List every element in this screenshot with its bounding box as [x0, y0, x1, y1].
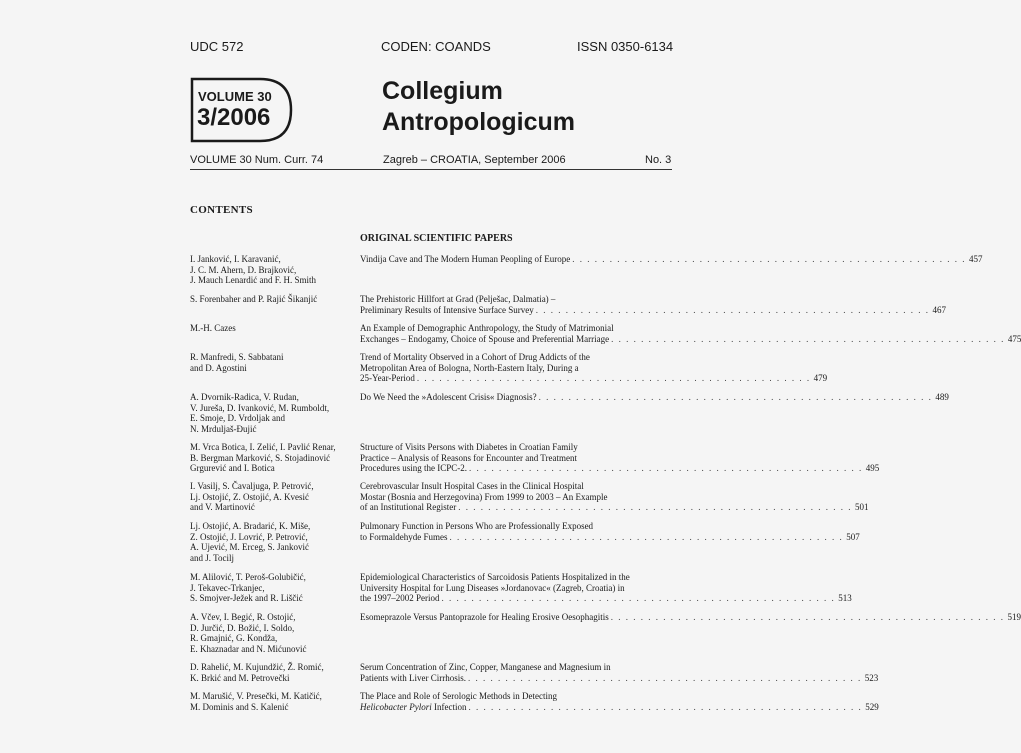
dot-leader: . . . . . . . . . . . . . . . . . . . . . . . . . . . . . . . . . . . . . . . . . . . . . . . . . . . . .: [449, 531, 844, 542]
entry-authors: [190, 662, 355, 683]
article-title-end: [360, 463, 467, 474]
article-title-line: Metropolitan Area of Bologna, North-Eastern Italy, During a: [360, 362, 579, 373]
dot-leader: . . . . . . . . . . . . . . . . . . . . . . . . . . . . . . . . . . . . . . . . . . . . . . . . . . . . .: [572, 254, 966, 264]
author-line: M. Dominis and S. Kalenić: [190, 701, 289, 712]
section-heading: ORIGINAL SCIENTIFIC PAPERS: [360, 233, 513, 244]
dot-leader: . . . . . . . . . . . . . . . . . . . . . . . . . . . . . . . . . . . . . . . . . . . . . . . . . . . . .: [441, 593, 836, 603]
article-title-line: The Place and Role of Serologic Methods in Detecting: [360, 691, 557, 701]
author-line: A. Včev, I. Begić, R. Ostojić,: [190, 612, 296, 622]
coden-code: CODEN: COANDS: [381, 39, 491, 54]
author-line: A. Dvornik-Radica, V. Rudan,: [190, 392, 299, 402]
dot-leader: . . . . . . . . . . . . . . . . . . . . . . . . . . . . . . . . . . . . . . . . . . . . . . . . . . . . .: [538, 392, 933, 402]
dot-leader: . . . . . . . . . . . . . . . . . . . . . . . . . . . . . . . . . . . . . . . . . . . . . . . . . . . . .: [611, 333, 1005, 344]
entry-authors: [190, 521, 355, 563]
journal-title-line1: Collegium: [382, 77, 503, 105]
entry-article: [360, 323, 1021, 344]
article-last-line: [360, 502, 869, 513]
volume-badge: [190, 77, 292, 141]
author-line: Lj. Ostojić, A. Bradarić, K. Miše,: [190, 521, 311, 531]
entry-article: [360, 572, 852, 604]
author-line: R. Gmajnić, G. Kondža,: [190, 633, 278, 643]
article-title-line: Cerebrovascular Insult Hospital Cases in the Clinical Hospital: [360, 481, 584, 491]
article-title-line: Epidemiological Characteristics of Sarcoidosis Patients Hospitalized in the: [360, 572, 630, 582]
volume-number: VOLUME 30 Num. Curr. 74: [190, 154, 324, 166]
dot-leader: . . . . . . . . . . . . . . . . . . . . . . . . . . . . . . . . . . . . . . . . . . . . . . . . . . . . .: [416, 373, 811, 383]
author-line: Z. Ostojić, J. Lovrić, P. Petrović,: [190, 531, 308, 542]
author-line: J. C. M. Ahern, D. Brajković,: [190, 264, 297, 275]
dot-leader: . . . . . . . . . . . . . . . . . . . . . . . . . . . . . . . . . . . . . . . . . . . . . . . . . . . . .: [458, 502, 852, 512]
article-last-line: [360, 593, 852, 604]
author-line: and J. Tocilj: [190, 552, 234, 563]
article-title-text: Preliminary Results of Intensive Surface Survey: [360, 304, 534, 315]
entry-authors: [190, 691, 355, 712]
article-title-line: Practice – Analysis of Reasons for Encounter and Treatment: [360, 452, 577, 463]
place-date: Zagreb – CROATIA, September 2006: [383, 154, 566, 166]
author-line: M.-H. Cazes: [190, 323, 236, 333]
article-title-line: Serum Concentration of Zinc, Copper, Manganese and Magnesium in: [360, 662, 611, 672]
entry-article: [360, 392, 949, 403]
article-title-end: [360, 502, 456, 513]
page-number: 489: [935, 392, 949, 402]
article-title-end: [360, 532, 448, 543]
page-number: 519: [1007, 612, 1021, 622]
article-title-end: [360, 392, 537, 403]
article-title-text: Infection: [431, 701, 467, 712]
author-line: R. Manfredi, S. Sabbatani: [190, 352, 284, 362]
article-title-end: [360, 373, 415, 384]
author-line: and V. Martinović: [190, 502, 255, 512]
article-title-line: Structure of Visits Persons with Diabetes in Croatian Family: [360, 442, 578, 452]
article-title-line: University Hospital for Lung Diseases »Jordanovac« (Zagreb, Croatia) in: [360, 582, 625, 593]
dot-leader: . . . . . . . . . . . . . . . . . . . . . . . . . . . . . . . . . . . . . . . . . . . . . . . . . . . . .: [468, 672, 862, 683]
article-title-text: Patients with Liver Cirrhosis.: [360, 672, 466, 683]
article-last-line: [360, 254, 983, 265]
article-title-text: Do We Need the »Adolescent Crisis« Diagnosis?: [360, 392, 537, 402]
entry-article: [360, 691, 879, 712]
entry-authors: [190, 392, 355, 434]
page-number: 479: [813, 373, 828, 383]
article-title-text: Esomeprazole Versus Pantoprazole for Healing Erosive Oesophagitis: [360, 612, 609, 622]
article-title-line: Mostar (Bosnia and Herzegovina) From 1999 to 2003 – An Example: [360, 491, 608, 502]
author-line: I. Vasilj, S. Čavaljuga, P. Petrović,: [190, 481, 314, 491]
author-line: V. Jureša, D. Ivanković, M. Rumboldt,: [190, 402, 330, 413]
article-title-text: of an Institutional Register: [360, 502, 457, 512]
article-last-line: [360, 304, 946, 316]
article-title-end: [360, 305, 534, 316]
author-line: S. Forenbaher and P. Rajić Šikanjić: [190, 294, 318, 304]
page-number: 507: [846, 531, 860, 542]
article-title-end: [360, 334, 609, 345]
article-title-line: An Example of Demographic Anthropology, the Study of Matrimonial: [360, 323, 614, 333]
article-title-end: [360, 254, 570, 265]
entry-authors: [190, 612, 355, 654]
article-title-line: The Prehistoric Hillfort at Grad (Pelješac, Dalmatia) –: [360, 294, 556, 304]
article-title-end: [360, 673, 466, 684]
udc-code: UDC 572: [190, 39, 244, 54]
author-line: and D. Agostini: [190, 362, 247, 373]
entry-article: [360, 521, 860, 542]
article-title-text: to Formaldehyde Fumes: [360, 531, 448, 542]
entry-article: [360, 294, 946, 315]
author-line: I. Janković, I. Karavanić,: [190, 254, 281, 264]
author-line: Lj. Ostojić, Z. Ostojić, A. Kvesić: [190, 491, 309, 502]
article-last-line: [360, 463, 880, 474]
article-last-line: [360, 392, 949, 403]
author-line: Grgurević and I. Botica: [190, 463, 275, 473]
author-line: D. Rahelić, M. Kujundžić, Ž. Romić,: [190, 662, 324, 672]
author-line: M. Vrca Botica, I. Zelić, I. Pavlić Renar,: [190, 442, 336, 452]
entry-article: [360, 662, 879, 683]
page-number: 467: [932, 304, 946, 315]
page-number: 457: [969, 254, 983, 264]
entry-article: [360, 481, 869, 513]
article-last-line: [360, 373, 828, 384]
article-last-line: [360, 333, 1021, 345]
author-line: D. Jurčić, D. Božić, I. Soldo,: [190, 622, 295, 633]
entry-authors: [190, 572, 355, 604]
header-divider: [190, 169, 672, 170]
article-last-line: [360, 701, 879, 713]
author-line: K. Brkić and M. Petrovečki: [190, 672, 290, 683]
article-last-line: [360, 672, 879, 684]
dot-leader: . . . . . . . . . . . . . . . . . . . . . . . . . . . . . . . . . . . . . . . . . . . . . . . . . . . . .: [610, 612, 1005, 622]
author-line: J. Tekavec-Trkanjec,: [190, 582, 265, 593]
article-title-italic: Helicobacter Pylori: [360, 701, 432, 712]
article-last-line: [360, 531, 860, 543]
author-line: J. Mauch Lenardić and F. H. Smith: [190, 275, 317, 285]
author-line: E. Smoje, D. Vrdoljak and: [190, 413, 286, 423]
entry-authors: [190, 352, 355, 373]
article-title-end: [360, 593, 440, 604]
author-line: A. Ujević, M. Erceg, S. Janković: [190, 542, 309, 552]
page-number: 495: [865, 463, 880, 473]
dot-leader: . . . . . . . . . . . . . . . . . . . . . . . . . . . . . . . . . . . . . . . . . . . . . . . . . . . . .: [535, 304, 930, 315]
contents-heading: CONTENTS: [190, 204, 253, 216]
entry-authors: [190, 442, 355, 474]
volume-label: VOLUME 30: [198, 89, 272, 104]
entry-authors: [190, 481, 355, 513]
issn-code: ISSN 0350-6134: [577, 39, 674, 54]
page-number: 529: [865, 701, 879, 712]
dot-leader: . . . . . . . . . . . . . . . . . . . . . . . . . . . . . . . . . . . . . . . . . . . . . . . . . . . . .: [468, 701, 863, 712]
entry-article: [360, 442, 880, 474]
article-title-text: 25-Year-Period: [360, 373, 415, 383]
author-line: B. Bergman Marković, S. Stojadinović: [190, 452, 331, 463]
article-last-line: [360, 612, 1021, 623]
page-number: 523: [864, 672, 879, 683]
page-number: 475: [1007, 333, 1021, 344]
entry-authors: [190, 254, 355, 286]
author-line: E. Khaznadar and N. Mićunović: [190, 643, 307, 654]
article-title-end: [360, 702, 466, 713]
page-number: 513: [838, 593, 852, 603]
article-title-text: Vindija Cave and The Modern Human Peopling of Europe: [360, 254, 571, 264]
journal-title-line2: Antropologicum: [382, 108, 576, 136]
entry-authors: [190, 323, 355, 334]
author-line: M. Alilović, T. Peroš-Golubičić,: [190, 572, 306, 582]
article-title-text: the 1997–2002 Period: [360, 593, 440, 603]
entry-article: [360, 612, 1021, 623]
entry-authors: [190, 294, 355, 305]
author-line: M. Marušić, V. Presečki, M. Katičić,: [190, 691, 322, 701]
article-title-line: Trend of Mortality Observed in a Cohort of Drug Addicts of the: [360, 352, 590, 362]
author-line: S. Smojver-Ježek and R. Liščić: [190, 593, 303, 603]
entry-article: [360, 254, 983, 265]
dot-leader: . . . . . . . . . . . . . . . . . . . . . . . . . . . . . . . . . . . . . . . . . . . . . . . . . . . . .: [469, 463, 863, 473]
author-line: N. Mrduljaš-Đujić: [190, 423, 257, 434]
article-title-line: Pulmonary Function in Persons Who are Professionally Exposed: [360, 521, 594, 531]
page-number: 501: [854, 502, 869, 512]
entry-article: [360, 352, 828, 384]
article-title-end: [360, 612, 609, 623]
article-title-text: Procedures using the ICPC-2.: [360, 463, 467, 473]
issue-number: No. 3: [645, 154, 672, 166]
article-title-text: Exchanges – Endogamy, Choice of Spouse and Preferential Marriage: [360, 333, 610, 344]
volume-issue: 3/2006: [197, 104, 271, 131]
